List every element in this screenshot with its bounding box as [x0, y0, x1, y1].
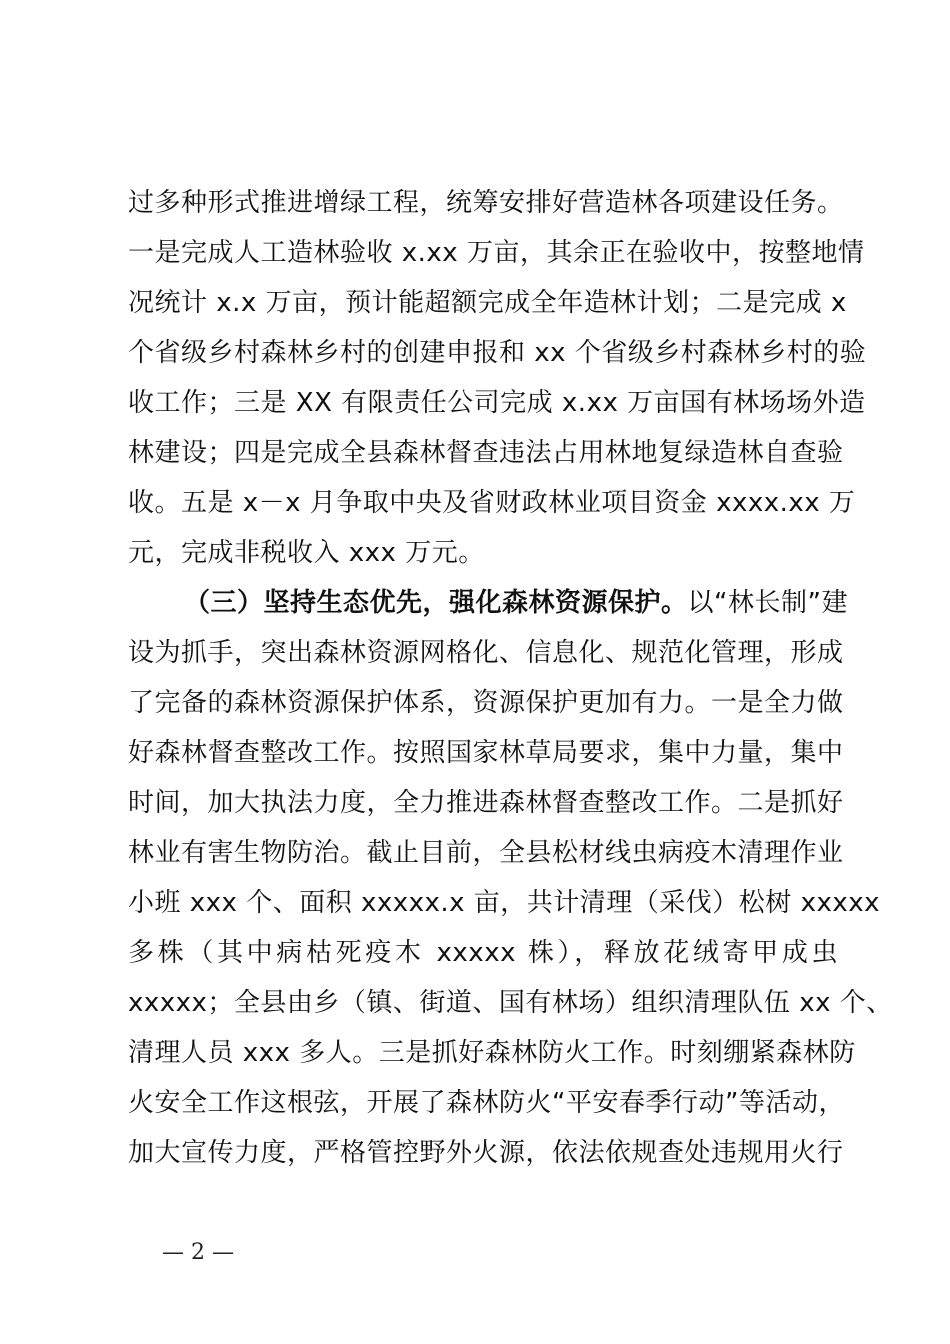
- text-line: 好森林督查整改工作。按照国家林草局要求，集中力量，集中: [128, 738, 844, 768]
- text-line: 多株（其中病枯死疫木 xxxxx 株），释放花绒寄甲成虫: [128, 938, 838, 968]
- heading-line-rest: 以“林长制”建: [687, 588, 848, 618]
- text-line: 一是完成人工造林验收 x.xx 万亩，其余正在验收中，按整地情: [128, 238, 865, 268]
- paragraph-afforestation: [128, 178, 867, 578]
- text-line: 林建设；四是完成全县森林督查违法占用林地复绿造林自查验: [128, 438, 844, 468]
- section-heading-line: [128, 578, 848, 628]
- text-line: 林业有害生物防治。截止目前，全县松材线虫病疫木清理作业: [128, 838, 844, 868]
- text-line: 设为抓手，突出森林资源网格化、信息化、规范化管理，形成: [128, 638, 844, 668]
- body-text: [128, 178, 893, 1178]
- text-line: 加大宣传力度，严格管控野外火源，依法依规查处违规用火行: [128, 1138, 844, 1168]
- text-line: 小班 xxx 个、面积 xxxxx.x 亩，共计清理（采伐）松树 xxxxx: [128, 888, 881, 918]
- text-line: 收工作；三是 XX 有限责任公司完成 x.xx 万亩国有林场场外造: [128, 388, 866, 418]
- section-heading: （三）坚持生态优先，强化森林资源保护。: [184, 588, 688, 618]
- text-line: 火安全工作这根弦，开展了森林防火“平安春季行动”等活动，: [128, 1088, 845, 1118]
- text-line: 过多种形式推进增绿工程，统筹安排好营造林各项建设任务。: [128, 188, 844, 218]
- text-line: 个省级乡村森林乡村的创建申报和 xx 个省级乡村森林乡村的验: [128, 338, 867, 368]
- text-line: xxxxx；全县由乡（镇、街道、国有林场）组织清理队伍 xx 个、: [128, 988, 893, 1018]
- page-number: — 2 —: [162, 1240, 234, 1265]
- text-line: 况统计 x.x 万亩，预计能超额完成全年造林计划；二是完成 x: [128, 288, 847, 318]
- paragraph-forest-protection: [128, 578, 893, 1178]
- text-line: 收。五是 x－x 月争取中央及省财政林业项目资金 xxxx.xx 万: [128, 488, 856, 518]
- text-line: 元，完成非税收入 xxx 万元。: [128, 538, 485, 568]
- text-line: 清理人员 xxx 多人。三是抓好森林防火工作。时刻绷紧森林防: [128, 1038, 856, 1068]
- text-line: 了完备的森林资源保护体系，资源保护更加有力。一是全力做: [128, 688, 844, 718]
- text-line: 时间，加大执法力度，全力推进森林督查整改工作。二是抓好: [128, 788, 844, 818]
